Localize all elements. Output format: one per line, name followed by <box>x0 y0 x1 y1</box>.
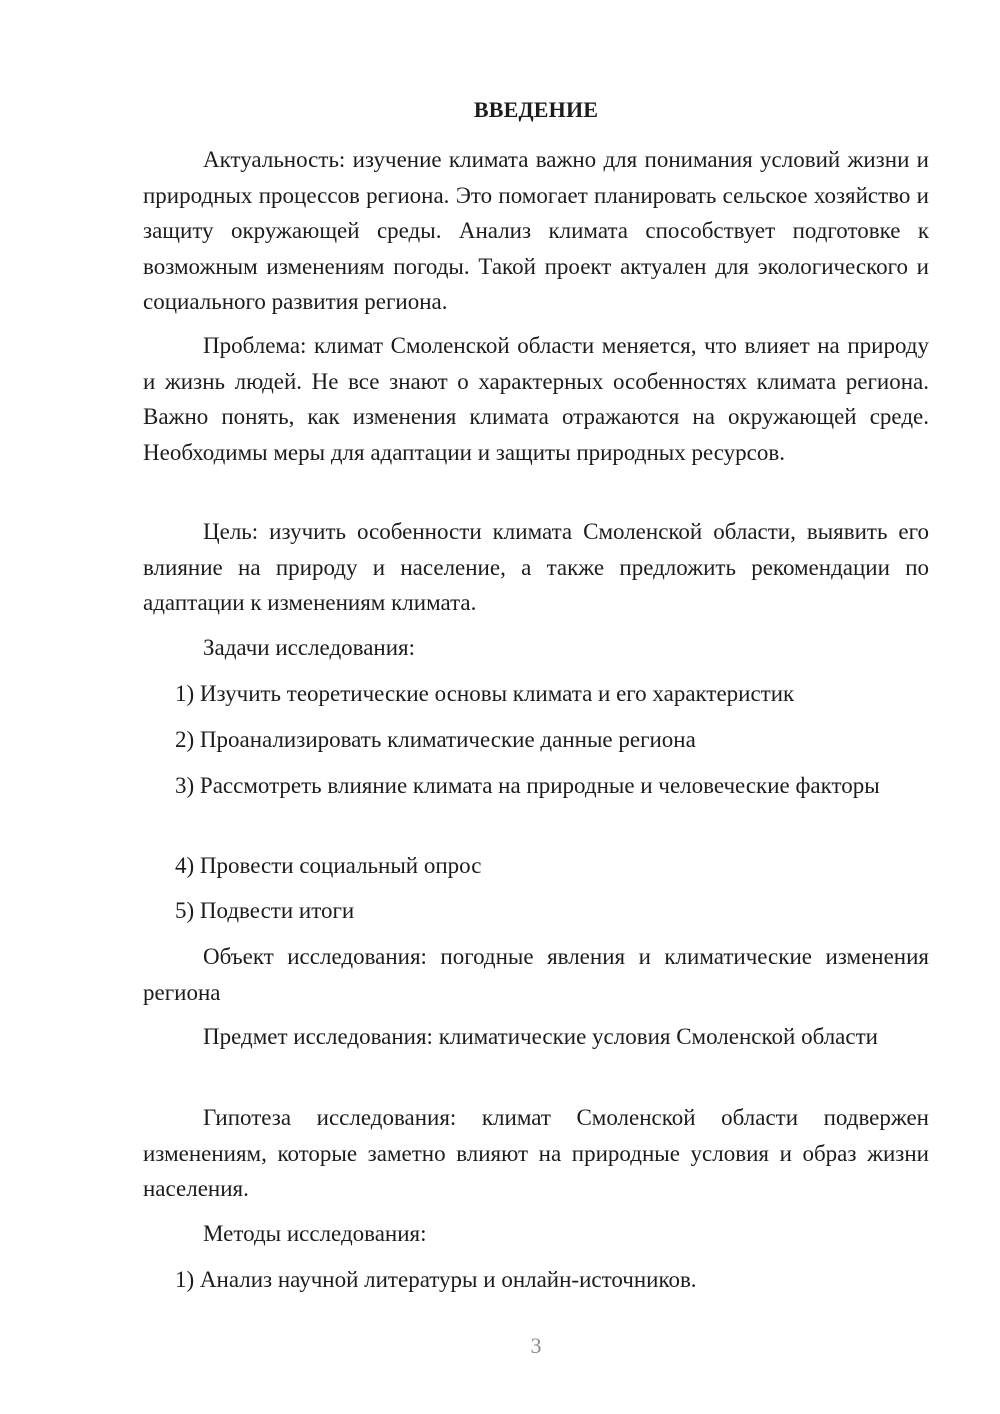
task-item-4: 4) Провести социальный опрос <box>175 853 482 878</box>
task-item-2: 2) Проанализировать климатические данные региона <box>175 727 696 752</box>
object-paragraph: Объект исследования: погодные явления и климатические изменения региона <box>143 944 929 1005</box>
task-item-5: 5) Подвести итоги <box>175 898 355 923</box>
relevance-paragraph: Актуальность: изучение климата важно для понимания условий жизни и природных процессов региона. Это помогает планировать сельское хозяйство и защиту окружающей среды. Анализ климата способствует подготовке к возможным изменениям погоды. Такой проект актуален для экологического и социального развития региона. <box>143 147 929 314</box>
page-title: ВВЕДЕНИЕ <box>473 97 599 122</box>
method-item-1: 1) Анализ научной литературы и онлайн-источников. <box>175 1267 697 1292</box>
hypothesis-paragraph: Гипотеза исследования: климат Смоленской области подвержен изменениям, которые заметно влияют на природные условия и образ жизни населения. <box>143 1105 929 1201</box>
problem-paragraph: Проблема: климат Смоленской области меняется, что влияет на природу и жизнь людей. Не все знают о характерных особенностях климата региона. Важно понять, как изменения климата отражаются на окружающей среде. Необходимы меры для адаптации и защиты природных ресурсов. <box>143 333 929 465</box>
tasks-heading: Задачи исследования: <box>203 635 416 660</box>
page-number: 3 <box>530 1333 542 1358</box>
task-item-1: 1) Изучить теоретические основы климата и его характеристик <box>175 681 795 706</box>
document-page <box>143 0 929 1414</box>
goal-paragraph: Цель: изучить особенности климата Смоленской области, выявить его влияние на природу и население, а также предложить рекомендации по адаптации к изменениям климата. <box>143 519 929 615</box>
subject-paragraph: Предмет исследования: климатические условия Смоленской области <box>203 1024 878 1049</box>
task-item-3: 3) Рассмотреть влияние климата на природные и человеческие факторы <box>175 773 880 798</box>
methods-heading: Методы исследования: <box>203 1221 427 1246</box>
